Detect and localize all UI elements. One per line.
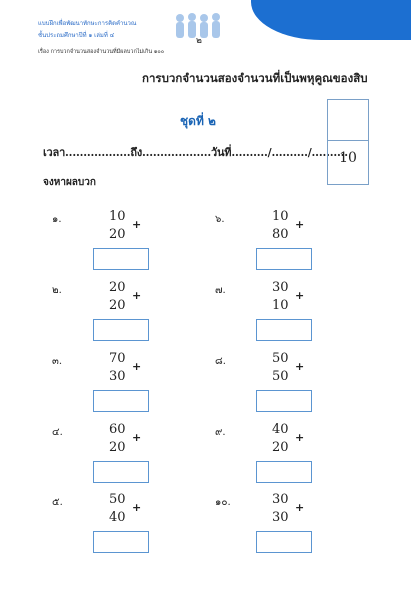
plus-sign: +: [132, 289, 142, 302]
answer-box[interactable]: [256, 248, 312, 270]
plus-sign: +: [132, 431, 142, 444]
problem-number: ๔.: [52, 427, 63, 438]
problem-item: [52, 209, 172, 282]
answer-box[interactable]: [93, 390, 149, 412]
addend-2: 40: [109, 510, 126, 525]
answer-box[interactable]: [256, 319, 312, 341]
problem-item: [52, 280, 172, 353]
answer-box[interactable]: [256, 531, 312, 553]
answer-box[interactable]: [93, 461, 149, 483]
plus-sign: +: [295, 431, 305, 444]
header-title: แบบฝึกเพื่อพัฒนาทักษะการคิดคำนวณ: [38, 20, 137, 27]
addend-1: 20: [109, 280, 126, 295]
addend-2: 20: [109, 440, 126, 455]
addend-2: 50: [272, 369, 289, 384]
addend-2: 20: [109, 227, 126, 242]
problem-number: ๒.: [52, 285, 62, 296]
problem-item: [215, 209, 335, 282]
score-divider: [328, 140, 368, 141]
plus-sign: +: [295, 360, 305, 373]
addend-1: 40: [272, 422, 289, 437]
problem-number: ๕.: [52, 497, 63, 508]
plus-sign: +: [295, 501, 305, 514]
addend-1: 50: [109, 492, 126, 507]
problem-number: ๙.: [215, 427, 226, 438]
problem-item: [215, 492, 335, 565]
problem-number: ๘.: [215, 356, 226, 367]
answer-box[interactable]: [256, 461, 312, 483]
problem-item: [52, 422, 172, 495]
plus-sign: +: [132, 360, 142, 373]
score-box: [327, 99, 369, 185]
plus-sign: +: [295, 289, 305, 302]
plus-sign: +: [132, 501, 142, 514]
addend-2: 30: [272, 510, 289, 525]
addend-2: 80: [272, 227, 289, 242]
header-grade: ชั้นประถมศึกษาปีที่ ๑ เล่มที่ ๔: [38, 32, 115, 39]
addend-2: 20: [109, 298, 126, 313]
page-number: ๒: [196, 36, 202, 46]
score-total: 10: [339, 150, 357, 166]
problem-number: ๗.: [215, 285, 226, 296]
time-date-line: เวลา..................ถึง...................วันที่........../........../..........: [43, 146, 348, 159]
addend-1: 30: [272, 492, 289, 507]
header-topic: เรื่อง การบวกจำนวนสองจำนวนที่มีผลบวกไม่เกิน ๑๐๐: [38, 49, 165, 55]
problem-item: [215, 351, 335, 424]
page-title: การบวกจำนวนสองจำนวนที่เป็นพหุคูณของสิบ: [142, 71, 368, 85]
problem-number: ๑.: [52, 214, 62, 225]
answer-box[interactable]: [256, 390, 312, 412]
addend-1: 30: [272, 280, 289, 295]
set-label: ชุดที่ ๒: [180, 114, 216, 128]
header-band: [251, 0, 411, 40]
answer-box[interactable]: [93, 531, 149, 553]
problem-item: [52, 351, 172, 424]
addend-2: 20: [272, 440, 289, 455]
problem-number: ๖.: [215, 214, 225, 225]
instruction: จงหาผลบวก: [43, 177, 96, 188]
problem-number: ๑๐.: [215, 497, 231, 508]
addend-1: 10: [109, 209, 126, 224]
problem-item: [215, 422, 335, 495]
addend-1: 10: [272, 209, 289, 224]
addend-1: 60: [109, 422, 126, 437]
addend-1: 70: [109, 351, 126, 366]
addend-1: 50: [272, 351, 289, 366]
plus-sign: +: [295, 218, 305, 231]
plus-sign: +: [132, 218, 142, 231]
problem-item: [52, 492, 172, 565]
answer-box[interactable]: [93, 248, 149, 270]
problem-item: [215, 280, 335, 353]
problem-number: ๓.: [52, 356, 63, 367]
answer-box[interactable]: [93, 319, 149, 341]
addend-2: 10: [272, 298, 289, 313]
addend-2: 30: [109, 369, 126, 384]
